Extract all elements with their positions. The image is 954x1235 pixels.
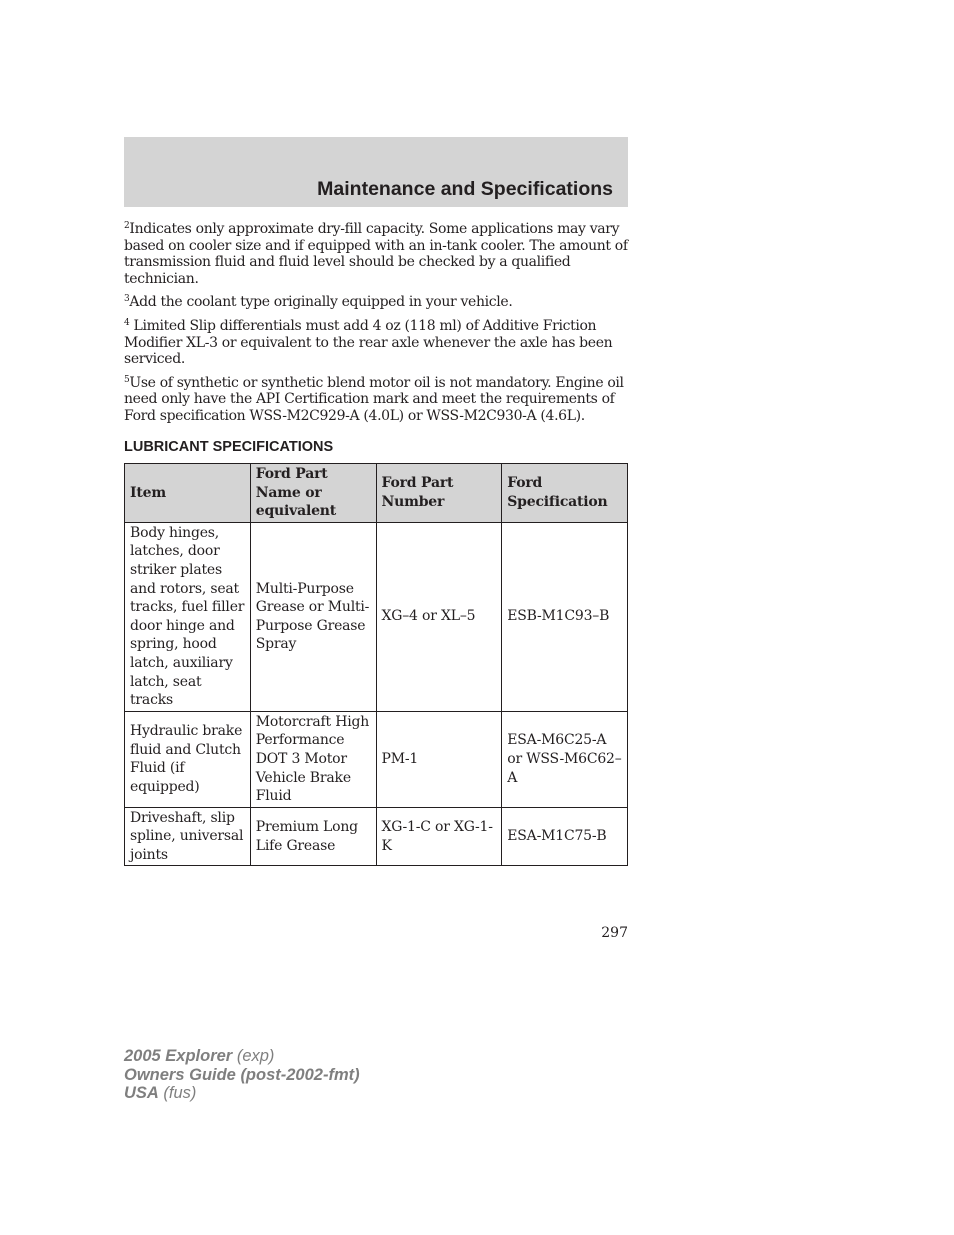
page-title: Maintenance and Specifications xyxy=(317,178,613,200)
page-number: 297 xyxy=(601,925,628,941)
footer-guide: Owners Guide (post-2002-fmt) xyxy=(124,1065,360,1084)
footnote-text: Indicates only approximate dry-fill capacity. Some applications may vary based on cooler size and if equipped with an in-tank cooler. The amount of transmission fluid and fluid level should be checked by a qualified technician. xyxy=(124,221,628,287)
footnote-marker: 4 xyxy=(124,317,130,328)
footer-line-1 xyxy=(124,1047,360,1066)
cell-part-number: XG-1-C or XG-1-K xyxy=(376,807,502,866)
footnotes xyxy=(124,221,628,432)
table-row xyxy=(125,807,628,866)
footer-model: 2005 Explorer xyxy=(124,1047,233,1065)
footnote-marker: 5 xyxy=(124,374,130,385)
footer-line-3 xyxy=(124,1084,360,1103)
table-row xyxy=(125,711,628,807)
footnote-text: Use of synthetic or synthetic blend motor oil is not mandatory. Engine oil need only have the API Certification mark and meet the requirements of Ford specification WSS-M2C929-A (4.0L) or WSS-M2C930-A (4.6L). xyxy=(124,374,624,424)
column-header-part-name: Ford Part Name or equivalent xyxy=(250,464,376,523)
table-header-row xyxy=(125,464,628,523)
footnote-4 xyxy=(124,318,628,368)
footnote-text: Add the coolant type originally equipped in your vehicle. xyxy=(129,294,513,311)
cell-part-number: PM-1 xyxy=(376,711,502,807)
document-footer xyxy=(124,1047,360,1103)
footer-market-code: (fus) xyxy=(158,1084,197,1102)
lubricant-specifications-table xyxy=(124,463,628,866)
footnote-text: Limited Slip differentials must add 4 oz (118 ml) of Additive Friction Modifier XL-3 or equivalent to the rear axle whenever the axle has been serviced. xyxy=(124,317,613,368)
footnote-marker: 3 xyxy=(124,294,130,305)
footnote-3 xyxy=(124,294,628,311)
table-row xyxy=(125,522,628,711)
cell-part-name: Premium Long Life Grease xyxy=(250,807,376,866)
cell-item: Driveshaft, slip spline, universal joints xyxy=(125,807,251,866)
cell-specification: ESB-M1C93–B xyxy=(502,522,628,711)
cell-part-number: XG–4 or XL–5 xyxy=(376,522,502,711)
section-header-band xyxy=(124,137,628,207)
column-header-item: Item xyxy=(125,464,251,523)
cell-specification: ESA-M6C25-A or WSS-M6C62–A xyxy=(502,711,628,807)
column-header-part-number: Ford Part Number xyxy=(376,464,502,523)
cell-item: Body hinges, latches, door striker plates and rotors, seat tracks, fuel filler door hinge and spring, hood latch, auxiliary latch, seat tracks xyxy=(125,522,251,711)
section-heading: LUBRICANT SPECIFICATIONS xyxy=(124,439,334,455)
footnote-5 xyxy=(124,375,628,425)
footnote-2 xyxy=(124,221,628,287)
footer-market: USA xyxy=(124,1084,159,1102)
footer-line-2 xyxy=(124,1066,360,1085)
column-header-specification: Ford Specification xyxy=(502,464,628,523)
footer-model-code: (exp) xyxy=(232,1047,275,1065)
cell-item: Hydraulic brake fluid and Clutch Fluid (if equipped) xyxy=(125,711,251,807)
cell-part-name: Multi-Purpose Grease or Multi-Purpose Grease Spray xyxy=(250,522,376,711)
cell-specification: ESA-M1C75-B xyxy=(502,807,628,866)
footnote-marker: 2 xyxy=(124,221,130,231)
cell-part-name: Motorcraft High Performance DOT 3 Motor Vehicle Brake Fluid xyxy=(250,711,376,807)
